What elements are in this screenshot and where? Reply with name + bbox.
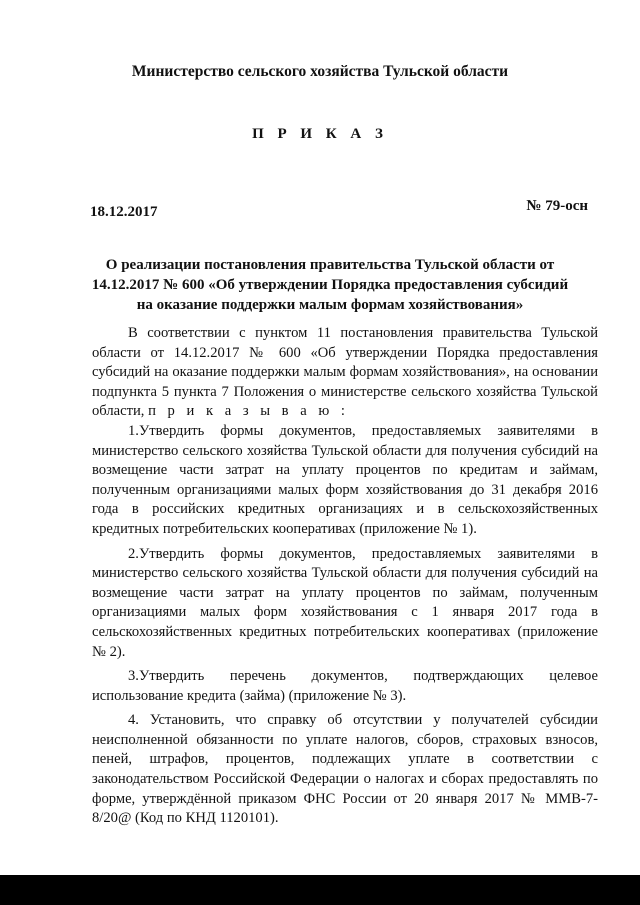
scan-edge-bar bbox=[0, 875, 640, 905]
order-item-3: 3.Утвердить перечень документов, подтверждающих целевое использование кредита (займа) (приложение № 3). bbox=[92, 668, 598, 704]
order-item-1: 1.Утвердить формы документов, предоставляемых заявителями в министерство сельского хозяйства Тульской области для получения субсидий на возмещение части затрат на уплату процентов по кредитам и займам, полученным организациями малых форм хозяйствования до 31 декабря 2016 года в российских кредитных организациях и в сельскохозяйственных кредитных потребительских кооперативах (приложение № 1). bbox=[92, 422, 598, 537]
order-body bbox=[92, 324, 598, 834]
heading-line: О реализации постановления правительства Тульской области от bbox=[105, 257, 555, 273]
order-item-2: 2.Утвердить формы документов, предоставляемых заявителями в министерство сельского хозяйства Тульской области для получения субсидий на возмещение части затрат на уплату процентов по займам, полученным организациями малых форм хозяйствования с 1 января 2017 года в сельскохозяйственных кредитных потребительских кооперативах (приложение № 2). bbox=[92, 545, 598, 660]
heading-line: на оказание поддержки малым формам хозяйствования» bbox=[136, 297, 524, 313]
order-heading bbox=[80, 255, 580, 315]
prikazyvayu-word: п р и к а з ы в а ю : bbox=[148, 403, 349, 420]
order-item-4: 4. Установить, что справку об отсутствии у получателей субсидии неисполненной обязанности по уплате налогов, сборов, страховых взносов, пеней, штрафов, процентов, подлежащих уплате в соответствии с законодательством Российской Федерации о налогах и сборах предоставлять по форме, утверждённой приказом ФНС России от 20 января 2017 № ММВ-7-8/20@ (Код по КНД 1120101). bbox=[92, 712, 598, 827]
heading-line: 14.12.2017 № 600 «Об утверждении Порядка предоставления субсидий bbox=[91, 277, 569, 293]
order-title: П Р И К А З bbox=[252, 126, 388, 142]
ministry-name: Министерство сельского хозяйства Тульской области bbox=[131, 63, 509, 80]
intro-paragraph bbox=[92, 324, 598, 422]
order-number: № 79-осн bbox=[526, 198, 588, 214]
order-date: 18.12.2017 bbox=[90, 204, 158, 220]
intro-text: В соответствии с пунктом 11 постановления правительства Тульской области от 14.12.2017 № 600 «Об утверждении Порядка предоставления субсидий на оказание поддержки малым формам хозяйствования», на основании подпункта 5 пункта 7 Положения о министерстве сельского хозяйства Тульской области, bbox=[92, 325, 598, 420]
